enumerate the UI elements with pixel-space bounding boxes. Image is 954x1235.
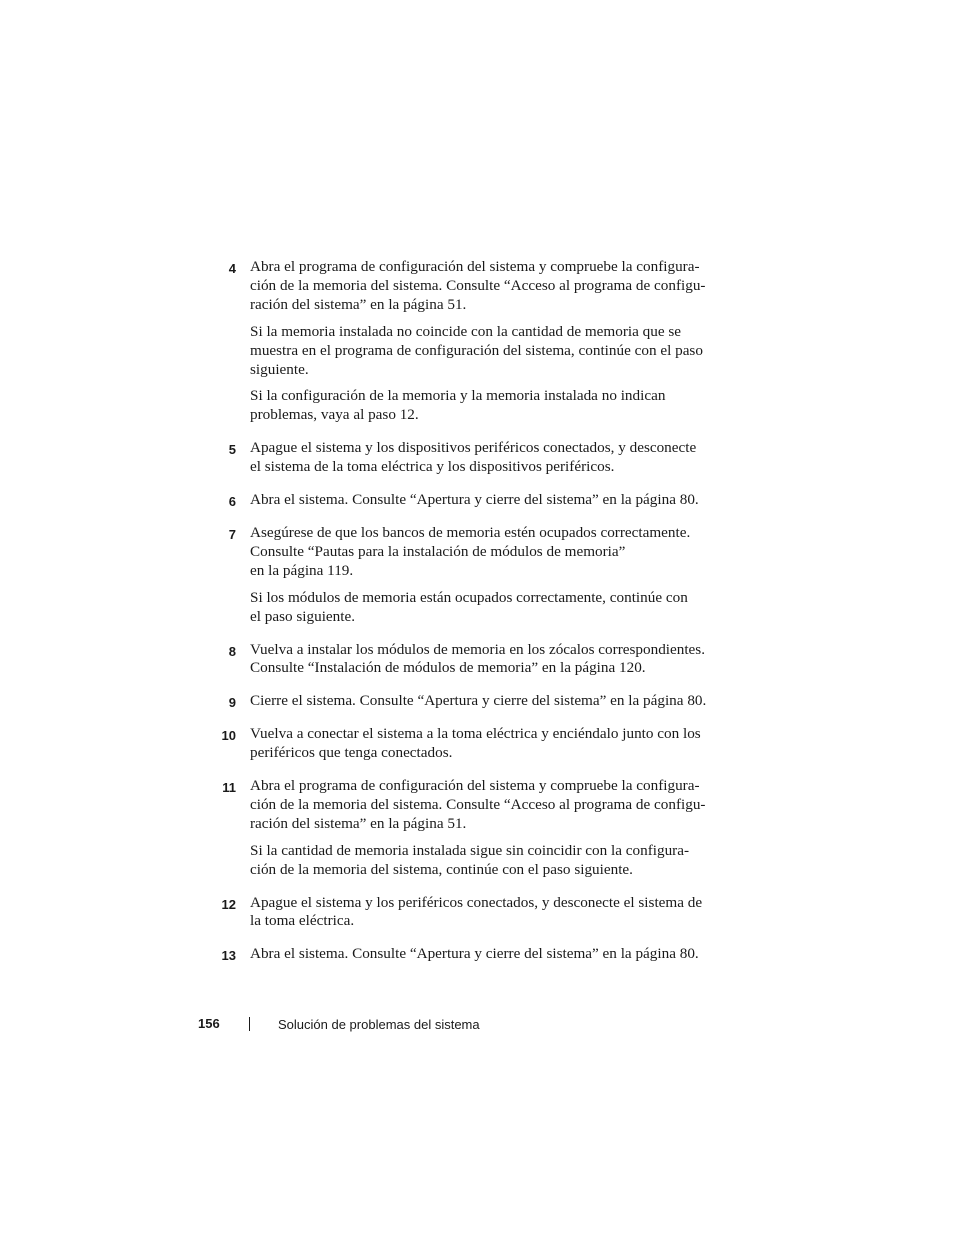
step-body [250, 258, 720, 433]
text-line: Si la cantidad de memoria instalada sigue sin coincidir con la configura- [250, 841, 690, 859]
footer-separator [249, 1017, 250, 1031]
step-paragraph [250, 692, 720, 711]
text-line: Vuelva a instalar los módulos de memoria en los zócalos correspondientes. [250, 640, 706, 658]
text-line: Abra el sistema. Consulte “Apertura y cierre del sistema” en la página 80. [250, 945, 699, 963]
step-paragraph [250, 491, 720, 510]
step-paragraph [250, 589, 720, 627]
procedure-steps [200, 258, 720, 978]
text-line: ración del sistema” en la página 51. [250, 295, 467, 313]
step-body [250, 524, 720, 635]
step-paragraph [250, 725, 720, 763]
step-number: 10 [221, 728, 236, 744]
step-4 [200, 258, 720, 433]
step-paragraph [250, 258, 720, 315]
step-number: 9 [228, 695, 236, 711]
step-number: 5 [228, 442, 236, 458]
text-line: siguiente. [250, 360, 309, 378]
step-7 [200, 524, 720, 635]
text-line: periféricos que tenga conectados. [250, 744, 453, 762]
step-paragraph [250, 641, 720, 679]
text-line: Apague el sistema y los dispositivos periféricos conectados, y desconecte [250, 439, 697, 457]
text-line: Consulte “Instalación de módulos de memoria” en la página 120. [250, 659, 646, 677]
step-8 [200, 641, 720, 687]
text-line: Si la configuración de la memoria y la memoria instalada no indican [250, 387, 666, 405]
step-number: 4 [228, 261, 236, 276]
step-body [250, 692, 720, 719]
step-paragraph [250, 842, 720, 880]
step-body [250, 725, 720, 771]
step-number: 7 [228, 526, 236, 542]
step-body [250, 894, 720, 940]
text-line: Abra el programa de configuración del sistema y compruebe la configura- [250, 777, 700, 795]
step-number: 6 [228, 494, 236, 510]
text-line: Asegúrese de que los bancos de memoria estén ocupados correctamente. [250, 523, 691, 541]
step-12 [200, 894, 720, 940]
text-line: el sistema de la toma eléctrica y los dispositivos periféricos. [250, 458, 615, 476]
step-number: 8 [228, 643, 236, 659]
text-line: ción de la memoria del sistema. Consulte “Acceso al programa de configu- [250, 276, 706, 294]
text-line: Apague el sistema y los periféricos conectados, y desconecte el sistema de [250, 893, 703, 911]
step-paragraph [250, 323, 720, 380]
step-6 [200, 491, 720, 518]
text-line: ción de la memoria del sistema, continúe con el paso siguiente. [250, 860, 633, 878]
page-footer [0, 1015, 954, 1035]
step-number: 11 [222, 780, 236, 796]
step-10 [200, 725, 720, 771]
step-body [250, 777, 720, 888]
step-paragraph [250, 524, 720, 581]
step-number: 12 [221, 896, 236, 912]
step-paragraph [250, 894, 720, 932]
text-line: Abra el programa de configuración del sistema y compruebe la configura- [250, 258, 700, 275]
text-line: ración del sistema” en la página 51. [250, 814, 467, 832]
step-paragraph [250, 439, 720, 477]
step-13 [200, 945, 720, 972]
text-line: Consulte “Pautas para la instalación de módulos de memoria” [250, 542, 626, 560]
text-line: Abra el sistema. Consulte “Apertura y cierre del sistema” en la página 80. [250, 491, 699, 509]
step-11 [200, 777, 720, 888]
step-body [250, 491, 720, 518]
step-5 [200, 439, 720, 485]
step-body [250, 641, 720, 687]
step-body [250, 439, 720, 485]
text-line: problemas, vaya al paso 12. [250, 406, 419, 424]
text-line: Si los módulos de memoria están ocupados correctamente, continúe con [250, 588, 688, 606]
step-9 [200, 692, 720, 719]
text-line: el paso siguiente. [250, 607, 356, 625]
text-line: Cierre el sistema. Consulte “Apertura y cierre del sistema” en la página 80. [250, 692, 707, 710]
step-body [250, 945, 720, 972]
text-line: en la página 119. [250, 561, 354, 579]
step-paragraph [250, 387, 720, 425]
step-paragraph [250, 777, 720, 834]
chapter-title: Solución de problemas del sistema [278, 1017, 480, 1032]
step-paragraph [250, 945, 720, 964]
step-number: 13 [221, 948, 236, 964]
text-line: la toma eléctrica. [250, 912, 355, 930]
page-number: 156 [198, 1016, 220, 1031]
text-line: ción de la memoria del sistema. Consulte “Acceso al programa de configu- [250, 795, 706, 813]
text-line: Vuelva a conectar el sistema a la toma eléctrica y enciéndalo junto con los [250, 725, 701, 743]
text-line: muestra en el programa de configuración del sistema, continúe con el paso [250, 341, 703, 359]
text-line: Si la memoria instalada no coincide con la cantidad de memoria que se [250, 322, 682, 340]
